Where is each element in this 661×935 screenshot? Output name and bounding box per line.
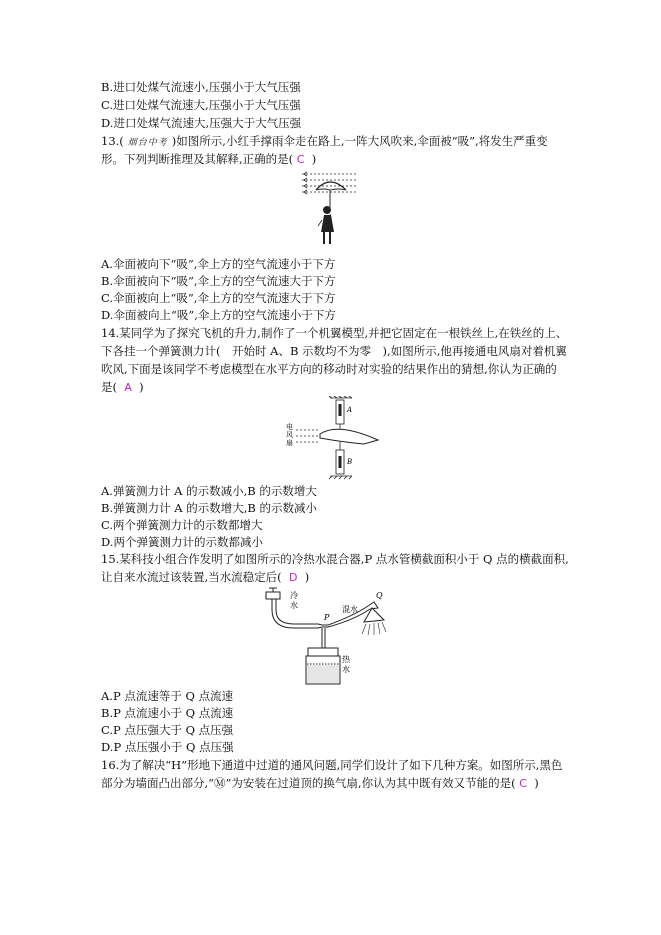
q14-option-d: D.两个弹簧测力计的示数都减小: [101, 535, 263, 549]
q14-stem-line1: 14.某同学为了探究飞机的升力,制作了一个机翼模型,并把它固定在一根铁丝上,在铁丝的上、: [101, 326, 568, 340]
q15-label-hot-2: 水: [342, 665, 350, 674]
q14-wind-label-2: 风: [286, 431, 293, 439]
q15-label-q: Q: [376, 591, 383, 600]
q14-stem-pre: 是(: [101, 380, 117, 394]
q14-option-c: C.两个弹簧测力计的示数都增大: [101, 518, 263, 532]
q16-stem-line2: [101, 776, 539, 791]
q13-option-a: A.伞面被向下“吸”,伞上方的空气流速小于下方: [101, 257, 336, 271]
q13-stem-part1: )如图所示,小红手撑雨伞走在路上,一阵大风吹来,伞面被“吸”,将发生严重变: [171, 134, 548, 148]
q14-label-b: B: [347, 458, 353, 466]
q14-option-b: B.弹簧测力计 A 的示数增大,B 的示数减小: [101, 501, 317, 515]
q14-wing-figure: [282, 396, 382, 480]
q15-option-a: A.P 点流速等于 Q 点流速: [101, 689, 234, 703]
q12-option-b: B.进口处煤气流速小,压强小于大气压强: [101, 80, 301, 94]
q15-label-cold-1: 冷: [290, 591, 298, 600]
q16-stem-close: ): [534, 776, 539, 790]
q14-wind-label-3: 扇: [286, 439, 293, 447]
q13-stem-line2: [101, 152, 316, 167]
q15-option-b: B.P 点流速小于 Q 点流速: [101, 706, 234, 720]
q14-label-a: A: [347, 406, 353, 414]
q14-stem-line3: 吹风,下面是该同学不考虑模型在水平方向的移动时对实验的结果作出的猜想,你认为正确的: [101, 362, 557, 376]
q12-option-c: C.进口处煤气流速大,压强小于大气压强: [101, 98, 301, 112]
q13-stem-line1: [101, 134, 548, 151]
q13-number: 13.(: [101, 134, 124, 148]
q13-answer: C: [296, 153, 305, 166]
q15-option-d: D.P 点压强小于 Q 点压强: [101, 740, 234, 754]
q15-label-cold-2: 水: [290, 601, 298, 610]
q14-stem-line4: [101, 380, 144, 395]
q15-stem-close: ): [304, 570, 310, 584]
q13-option-b: B.伞面被向下“吸”,伞上方的空气流速大于下方: [101, 274, 336, 288]
q14-option-a: A.弹簧测力计 A 的示数减小,B 的示数增大: [101, 484, 317, 498]
q13-option-d: D.伞面被向上“吸”,伞上方的空气流速小于下方: [101, 308, 336, 322]
q15-label-hot-1: 热: [342, 655, 350, 664]
q14-wind-label-1: 电: [286, 423, 293, 431]
q13-umbrella-figure: [300, 168, 362, 252]
q14-answer: A: [124, 381, 132, 394]
q13-source-tag: 烟台中考: [127, 138, 168, 148]
q13-stem-part2: 形。下列判断推理及其解释,正确的是(: [101, 152, 294, 166]
q13-option-c: C.伞面被向上“吸”,伞上方的空气流速大于下方: [101, 291, 336, 305]
q12-option-d: D.进口处煤气流速大,压强大于大气压强: [101, 116, 302, 130]
q13-stem-close: ): [311, 152, 317, 166]
q16-stem-line1: 16.为了解决“H”形地下通道中过道的通风问题,同学们设计了如下几种方案。如图所示,黑色: [101, 758, 563, 772]
q15-answer: D: [288, 571, 298, 584]
q15-label-p: P: [324, 613, 330, 622]
q15-stem-line1: 15.某科技小组合作发明了如图所示的冷热水混合器,P 点水管横截面积小于 Q 点的横截面积,: [101, 552, 569, 566]
q15-option-c: C.P 点压强大于 Q 点压强: [101, 723, 234, 737]
q16-answer: C: [519, 777, 527, 790]
q15-stem-pre: 让自来水流过该装置,当水流稳定后(: [101, 570, 282, 584]
q15-label-mixed: 混水: [342, 605, 358, 614]
q15-stem-line2: [101, 570, 309, 585]
q14-stem-line2: 下各挂一个弹簧测力计( 开始时 A、B 示数均不为零 ),如图所示,他再接通电风扇对着机翼: [101, 344, 567, 358]
q15-mixer-figure: [258, 586, 408, 686]
q14-stem-close: ): [139, 380, 144, 394]
q16-stem-pre: 部分为墙面凸出部分,“Ⓜ”为安装在过道顶的换气扇,你认为其中既有效又节能的是(: [101, 776, 516, 790]
